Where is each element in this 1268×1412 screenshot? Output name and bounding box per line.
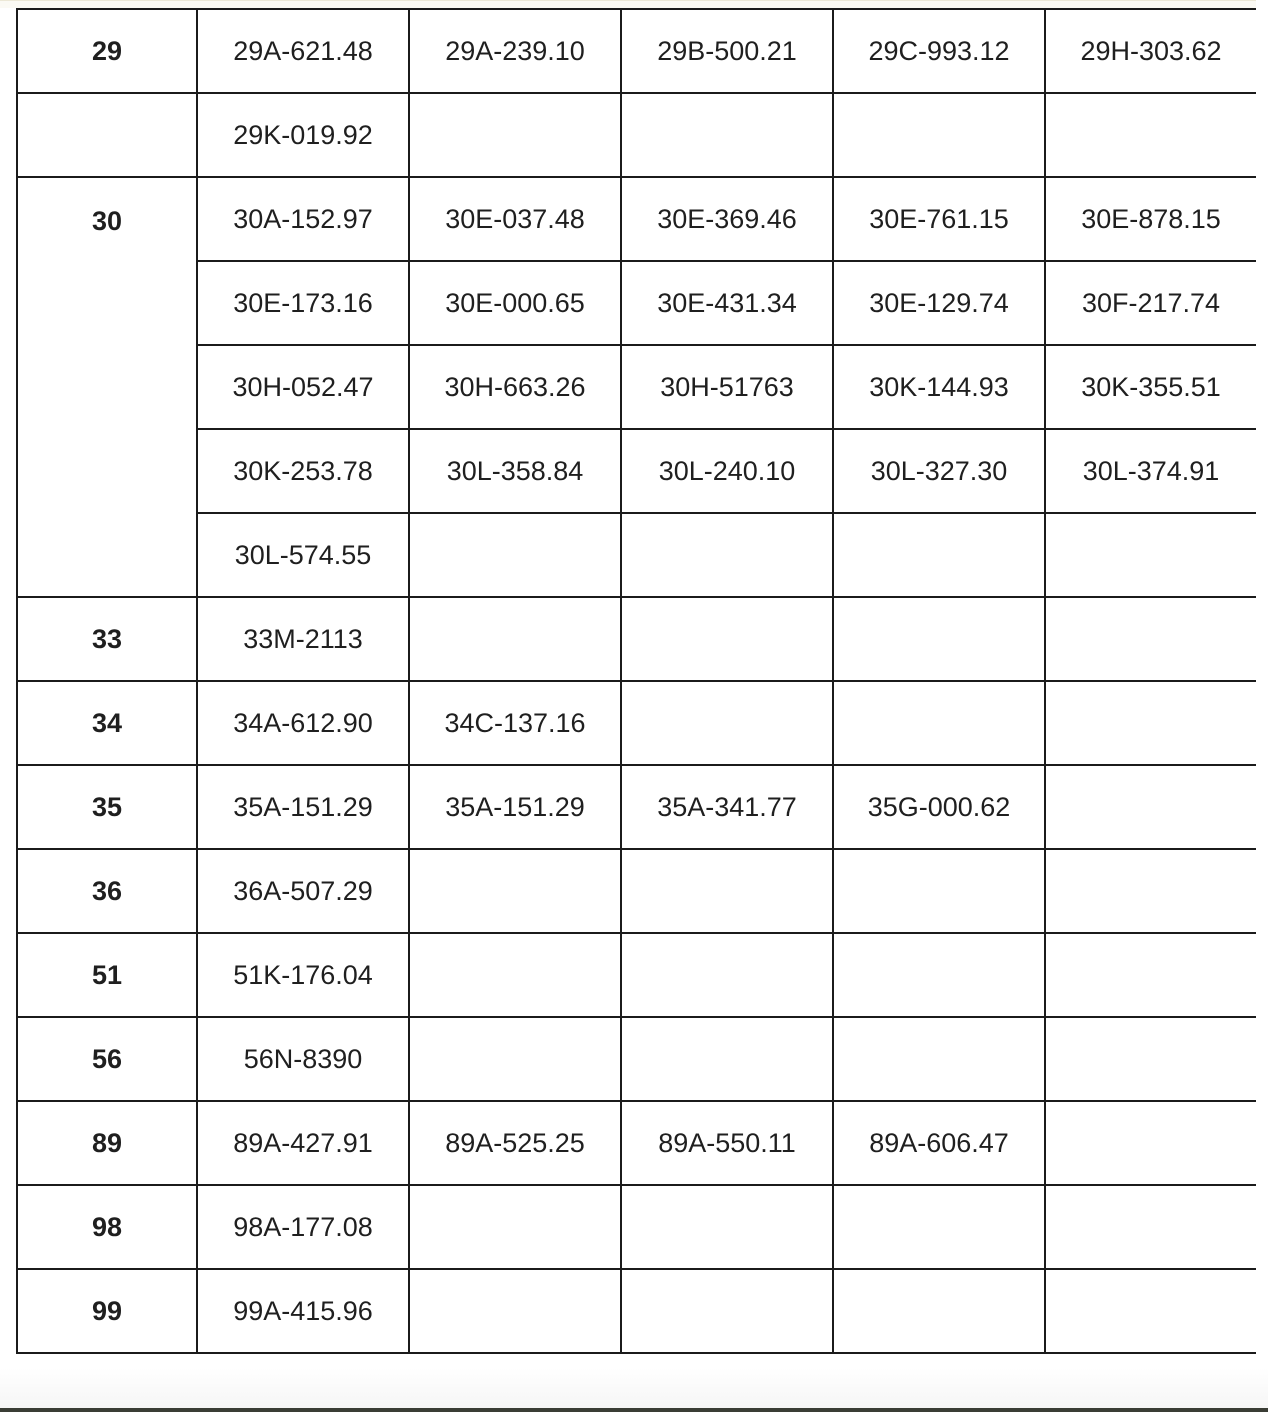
plate-cell xyxy=(621,849,833,933)
plate-cell: 35A-151.29 xyxy=(409,765,621,849)
province-code-cell xyxy=(17,93,197,177)
plate-cell: 30L-358.84 xyxy=(409,429,621,513)
plate-cell xyxy=(1045,933,1257,1017)
plate-cell: 29B-500.21 xyxy=(621,9,833,93)
page-right-margin xyxy=(1256,0,1268,1412)
plate-cell xyxy=(1045,1101,1257,1185)
plate-cell xyxy=(409,933,621,1017)
plate-cell: 30K-144.93 xyxy=(833,345,1045,429)
plate-cell: 89A-550.11 xyxy=(621,1101,833,1185)
plate-cell xyxy=(621,93,833,177)
province-code-cell: 51 xyxy=(17,933,197,1017)
province-code-cell: 33 xyxy=(17,597,197,681)
plate-cell xyxy=(833,1185,1045,1269)
plate-cell xyxy=(409,513,621,597)
plate-cell xyxy=(833,933,1045,1017)
plate-cell xyxy=(621,1017,833,1101)
plate-cell: 99A-415.96 xyxy=(197,1269,409,1353)
table-row xyxy=(17,9,1257,93)
page-top-edge xyxy=(0,0,1268,8)
plate-cell: 30H-052.47 xyxy=(197,345,409,429)
plate-cell: 30L-240.10 xyxy=(621,429,833,513)
bottom-shadow xyxy=(0,1368,1268,1408)
table-row xyxy=(17,513,1257,597)
province-code-cell: 56 xyxy=(17,1017,197,1101)
plate-cell: 30E-369.46 xyxy=(621,177,833,261)
plate-cell: 30E-431.34 xyxy=(621,261,833,345)
province-code-cell: 34 xyxy=(17,681,197,765)
province-code-cell: 29 xyxy=(17,9,197,93)
plate-cell: 89A-606.47 xyxy=(833,1101,1045,1185)
plate-cell: 30F-217.74 xyxy=(1045,261,1257,345)
plate-cell xyxy=(409,1269,621,1353)
plate-cell xyxy=(1045,765,1257,849)
plate-cell: 30E-000.65 xyxy=(409,261,621,345)
plate-cell: 30L-574.55 xyxy=(197,513,409,597)
province-code-cell: 35 xyxy=(17,765,197,849)
plate-cell: 30H-51763 xyxy=(621,345,833,429)
plate-cell: 30E-878.15 xyxy=(1045,177,1257,261)
plate-cell xyxy=(409,597,621,681)
page-bottom-edge xyxy=(0,1408,1268,1412)
plate-cell xyxy=(1045,93,1257,177)
plate-cell: 36A-507.29 xyxy=(197,849,409,933)
table-row xyxy=(17,681,1257,765)
table-row xyxy=(17,597,1257,681)
plate-cell: 30L-374.91 xyxy=(1045,429,1257,513)
plate-cell xyxy=(409,1017,621,1101)
plate-cell: 30E-129.74 xyxy=(833,261,1045,345)
plate-cell: 35A-341.77 xyxy=(621,765,833,849)
table-row xyxy=(17,1269,1257,1353)
plate-cell xyxy=(621,597,833,681)
plate-cell xyxy=(621,681,833,765)
table-row xyxy=(17,93,1257,177)
plate-cell: 98A-177.08 xyxy=(197,1185,409,1269)
plate-cell xyxy=(1045,1269,1257,1353)
province-code-cell: 99 xyxy=(17,1269,197,1353)
plate-cell xyxy=(1045,513,1257,597)
plate-cell: 29K-019.92 xyxy=(197,93,409,177)
plate-cell: 34C-137.16 xyxy=(409,681,621,765)
plate-cell xyxy=(833,597,1045,681)
plate-cell: 89A-525.25 xyxy=(409,1101,621,1185)
table-row xyxy=(17,261,1257,345)
plate-cell xyxy=(409,93,621,177)
plate-cell xyxy=(833,1269,1045,1353)
table-row xyxy=(17,429,1257,513)
plate-cell xyxy=(621,513,833,597)
table-row xyxy=(17,1101,1257,1185)
plate-cell: 30K-355.51 xyxy=(1045,345,1257,429)
province-code-cell: 36 xyxy=(17,849,197,933)
table-row xyxy=(17,849,1257,933)
plate-cell xyxy=(621,1269,833,1353)
province-code-cell: 98 xyxy=(17,1185,197,1269)
plate-cell: 30H-663.26 xyxy=(409,345,621,429)
plate-cell xyxy=(1045,1017,1257,1101)
plate-cell xyxy=(1045,597,1257,681)
plate-cell: 30E-761.15 xyxy=(833,177,1045,261)
plate-cell xyxy=(409,849,621,933)
plate-cell: 30E-173.16 xyxy=(197,261,409,345)
plate-cell: 29A-239.10 xyxy=(409,9,621,93)
plate-cell xyxy=(1045,1185,1257,1269)
plate-cell xyxy=(833,93,1045,177)
plate-cell: 35G-000.62 xyxy=(833,765,1045,849)
plate-cell xyxy=(833,681,1045,765)
plate-cell: 89A-427.91 xyxy=(197,1101,409,1185)
plate-cell xyxy=(833,849,1045,933)
plate-cell: 29A-621.48 xyxy=(197,9,409,93)
plate-cell: 51K-176.04 xyxy=(197,933,409,1017)
plate-cell xyxy=(833,1017,1045,1101)
plate-cell: 29H-303.62 xyxy=(1045,9,1257,93)
table-row xyxy=(17,765,1257,849)
plate-cell: 30L-327.30 xyxy=(833,429,1045,513)
plate-cell xyxy=(621,1185,833,1269)
plate-cell: 35A-151.29 xyxy=(197,765,409,849)
table-row xyxy=(17,177,1257,261)
plate-cell: 56N-8390 xyxy=(197,1017,409,1101)
plate-cell: 30E-037.48 xyxy=(409,177,621,261)
table-row xyxy=(17,933,1257,1017)
license-plate-table xyxy=(16,8,1258,1354)
plate-cell: 33M-2113 xyxy=(197,597,409,681)
table-row xyxy=(17,1017,1257,1101)
plate-cell: 30A-152.97 xyxy=(197,177,409,261)
province-code-cell: 89 xyxy=(17,1101,197,1185)
table-row xyxy=(17,345,1257,429)
plate-cell xyxy=(1045,681,1257,765)
plate-cell: 29C-993.12 xyxy=(833,9,1045,93)
plate-cell: 30K-253.78 xyxy=(197,429,409,513)
plate-cell: 34A-612.90 xyxy=(197,681,409,765)
plate-cell xyxy=(621,933,833,1017)
plate-cell xyxy=(833,513,1045,597)
plate-cell xyxy=(1045,849,1257,933)
table-row xyxy=(17,1185,1257,1269)
plate-cell xyxy=(409,1185,621,1269)
province-code-cell: 30 xyxy=(17,177,197,597)
